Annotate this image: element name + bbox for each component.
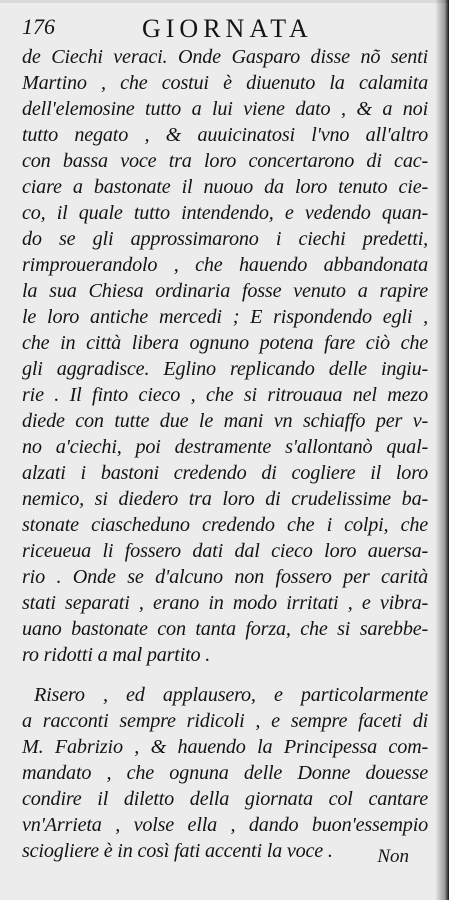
text-line: rie . Il finto cieco , che si ritrouaua nel mezo	[22, 384, 428, 406]
paragraph-1	[22, 44, 428, 668]
body-text	[22, 44, 428, 864]
text-line: la sua Chiesa ordinaria fosse venuto a rapire	[22, 280, 428, 302]
text-line: a racconti sempre ridicoli , e sempre faceti di	[22, 710, 428, 732]
text-line: M. Fabrizio , & hauendo la Principessa com-	[22, 736, 428, 758]
text-line: Martino , che costui è diuenuto la calamita	[22, 72, 428, 94]
text-line: sciogliere è in così fati accenti la voce .	[22, 840, 333, 862]
text-line: ciare a bastonate il nuouo da loro tenuto cie-	[22, 176, 428, 198]
text-line: le loro antiche mercedi ; E rispondendo egli ,	[22, 306, 428, 328]
text-line: Risero , ed applausero, e particolarmente	[34, 684, 428, 706]
text-line: co, il quale tutto intendendo, e vedendo quan-	[22, 202, 428, 224]
text-line: diede con tutte due le mani vn schiaffo per v-	[22, 410, 428, 432]
text-line: de Ciechi veraci. Onde Gasparo disse nõ senti	[22, 46, 428, 68]
paragraph-gap	[22, 668, 428, 682]
text-line: uano bastonate con tanta forza, che si sarebbe-	[22, 618, 428, 640]
text-line: nemico, si diedero tra loro di crudelissime ba-	[22, 488, 428, 510]
text-line: vn'Arrieta , volse ella , dando buon'essempio	[22, 814, 428, 836]
text-line: rimprouerandolo , che hauendo abbandonata	[22, 254, 428, 276]
paragraph-2	[22, 682, 428, 864]
page-header	[22, 14, 422, 43]
text-line: mandato , che ognuna delle Donne douesse	[22, 762, 428, 784]
page-number: 176	[22, 14, 55, 39]
text-line: che in città libera ognuno potena fare ciò che	[22, 332, 428, 354]
text-line: dell'elemosine tutto a lui viene dato , & a noi	[22, 98, 428, 120]
text-line: con bassa voce tra loro concertarono di cac-	[22, 150, 428, 172]
text-line: riceueua li fossero dati dal cieco loro auersa-	[22, 540, 428, 562]
text-line: alzati i bastoni credendo di cogliere il loro	[22, 462, 428, 484]
text-line: stati separati , erano in modo irritati , e vibra-	[22, 592, 428, 614]
running-head: GIORNATA	[142, 14, 313, 43]
catchword: Non	[377, 846, 409, 867]
text-line: ro ridotti a mal partito .	[22, 644, 211, 666]
text-line: do se gli approssimarono i ciechi predetti,	[22, 228, 428, 250]
text-line: stonate ciascheduno credendo che i colpi, che	[22, 514, 428, 536]
text-line: no a'ciechi, poi destramente s'allontanò qual-	[22, 436, 428, 458]
text-line: tutto negato , & auuicinatosi l'vno all'altro	[22, 124, 428, 146]
text-line: condire il diletto della giornata col cantare	[22, 788, 428, 810]
text-line: gli aggradisce. Eglino replicando delle ingiu-	[22, 358, 428, 380]
text-line: rio . Onde se d'alcuno non fossero per carità	[22, 566, 428, 588]
